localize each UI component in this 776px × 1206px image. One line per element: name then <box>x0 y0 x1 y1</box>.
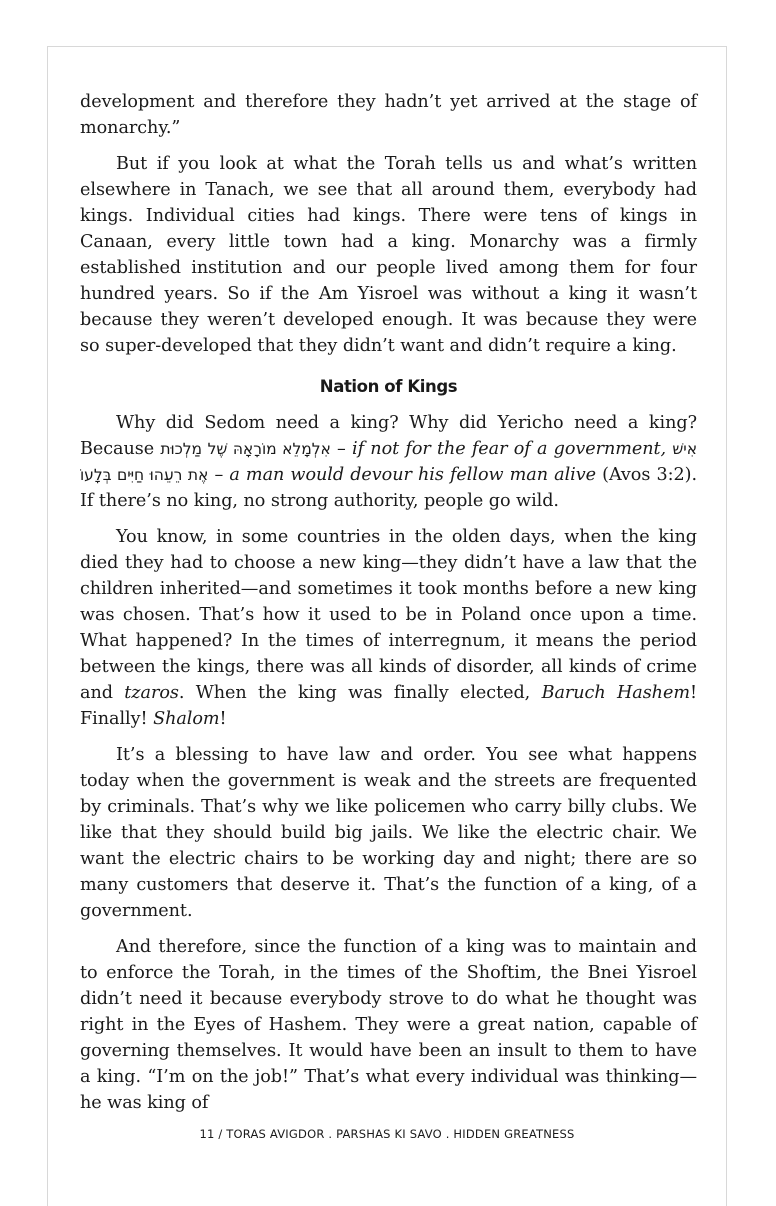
italic-term: Baruch Hashem <box>541 683 690 703</box>
paragraph-sedom <box>80 410 697 514</box>
italic-translation: a man would devour his fellow man alive <box>229 465 596 485</box>
paragraph-continued: development and therefore they hadn’t yet arrived at the stage of monarchy.” <box>80 92 697 138</box>
page-body <box>80 89 697 1116</box>
text-span: ! <box>219 709 227 729</box>
text-span: ! Finally! <box>80 683 697 729</box>
section-heading: Nation of Kings <box>319 377 458 396</box>
italic-term: tzaros <box>124 683 179 703</box>
text-span: You know, in some countries in the olden days, when the king died they had to choose a new king—they didn’t have a law that the children inherited—and sometimes it took months before a new king was chosen. That’s how it used to be in Poland once upon a time. What happened? In the times of interregnum, it means the period between the kings, there was all kinds of disorder, all kinds of crime and <box>80 527 697 703</box>
italic-term: Shalom <box>153 709 220 729</box>
paragraph-therefore: And therefore, since the function of a king was to maintain and to enforce the Torah, in the times of the Shoftim, the Bnei Yisroel didn’t need it because everybody strove to do what he thought was right in the Eyes of Hashem. They were a great nation, capable of governing themselves. It would have been an insult to them to have a king. “I’m on the job!” That’s what every individual was thinking—he was king of <box>80 937 697 1113</box>
text-span: (Avos 3:2). If there’s no king, no strong authority, people go wild. <box>80 465 697 511</box>
text-span: – <box>208 465 230 485</box>
paragraph-kings-around: But if you look at what the Torah tells us and what’s written elsewhere in Tanach, we see that all around them, everybody had kings. Individual cities had kings. There were tens of kings in Canaan, every little town had a king. Monarchy was a firmly established institution and our people lived among them for four hundred years. So if the Am Yisroel was without a king it wasn’t because they weren’t developed enough. It was because they were so super-developed that they didn’t want and didn’t require a king. <box>80 154 697 356</box>
hebrew-quote: אִישׁ אֶת רֵעֵהוּ חַיִּים בְּלָעוֹ <box>80 440 698 484</box>
paragraph-blessing: It’s a blessing to have law and order. You see what happens today when the government is weak and the streets are frequented by criminals. That’s why we like policemen who carry billy clubs. We like that they should build big jails. We like the electric chair. We want the electric chairs to be working day and night; there are so many customers that deserve it. That’s the function of a king, of a government. <box>80 745 697 921</box>
book-page <box>47 46 727 1206</box>
italic-translation: if not for the fear of a government, <box>352 439 667 459</box>
text-span: Why did Sedom need a king? Why did Yericho need a king? Because <box>80 413 697 459</box>
text-span: . When the king was finally elected, <box>178 683 542 703</box>
hebrew-quote: אִלְמָלֵא מוֹרָאָהּ שֶׁל מַלְכוּת <box>160 440 331 458</box>
paragraph-poland <box>80 524 697 732</box>
page-footer: 11 / TORAS AVIGDOR . PARSHAS KI SAVO . HIDDEN GREATNESS <box>199 1127 575 1141</box>
text-span: – <box>330 439 353 459</box>
